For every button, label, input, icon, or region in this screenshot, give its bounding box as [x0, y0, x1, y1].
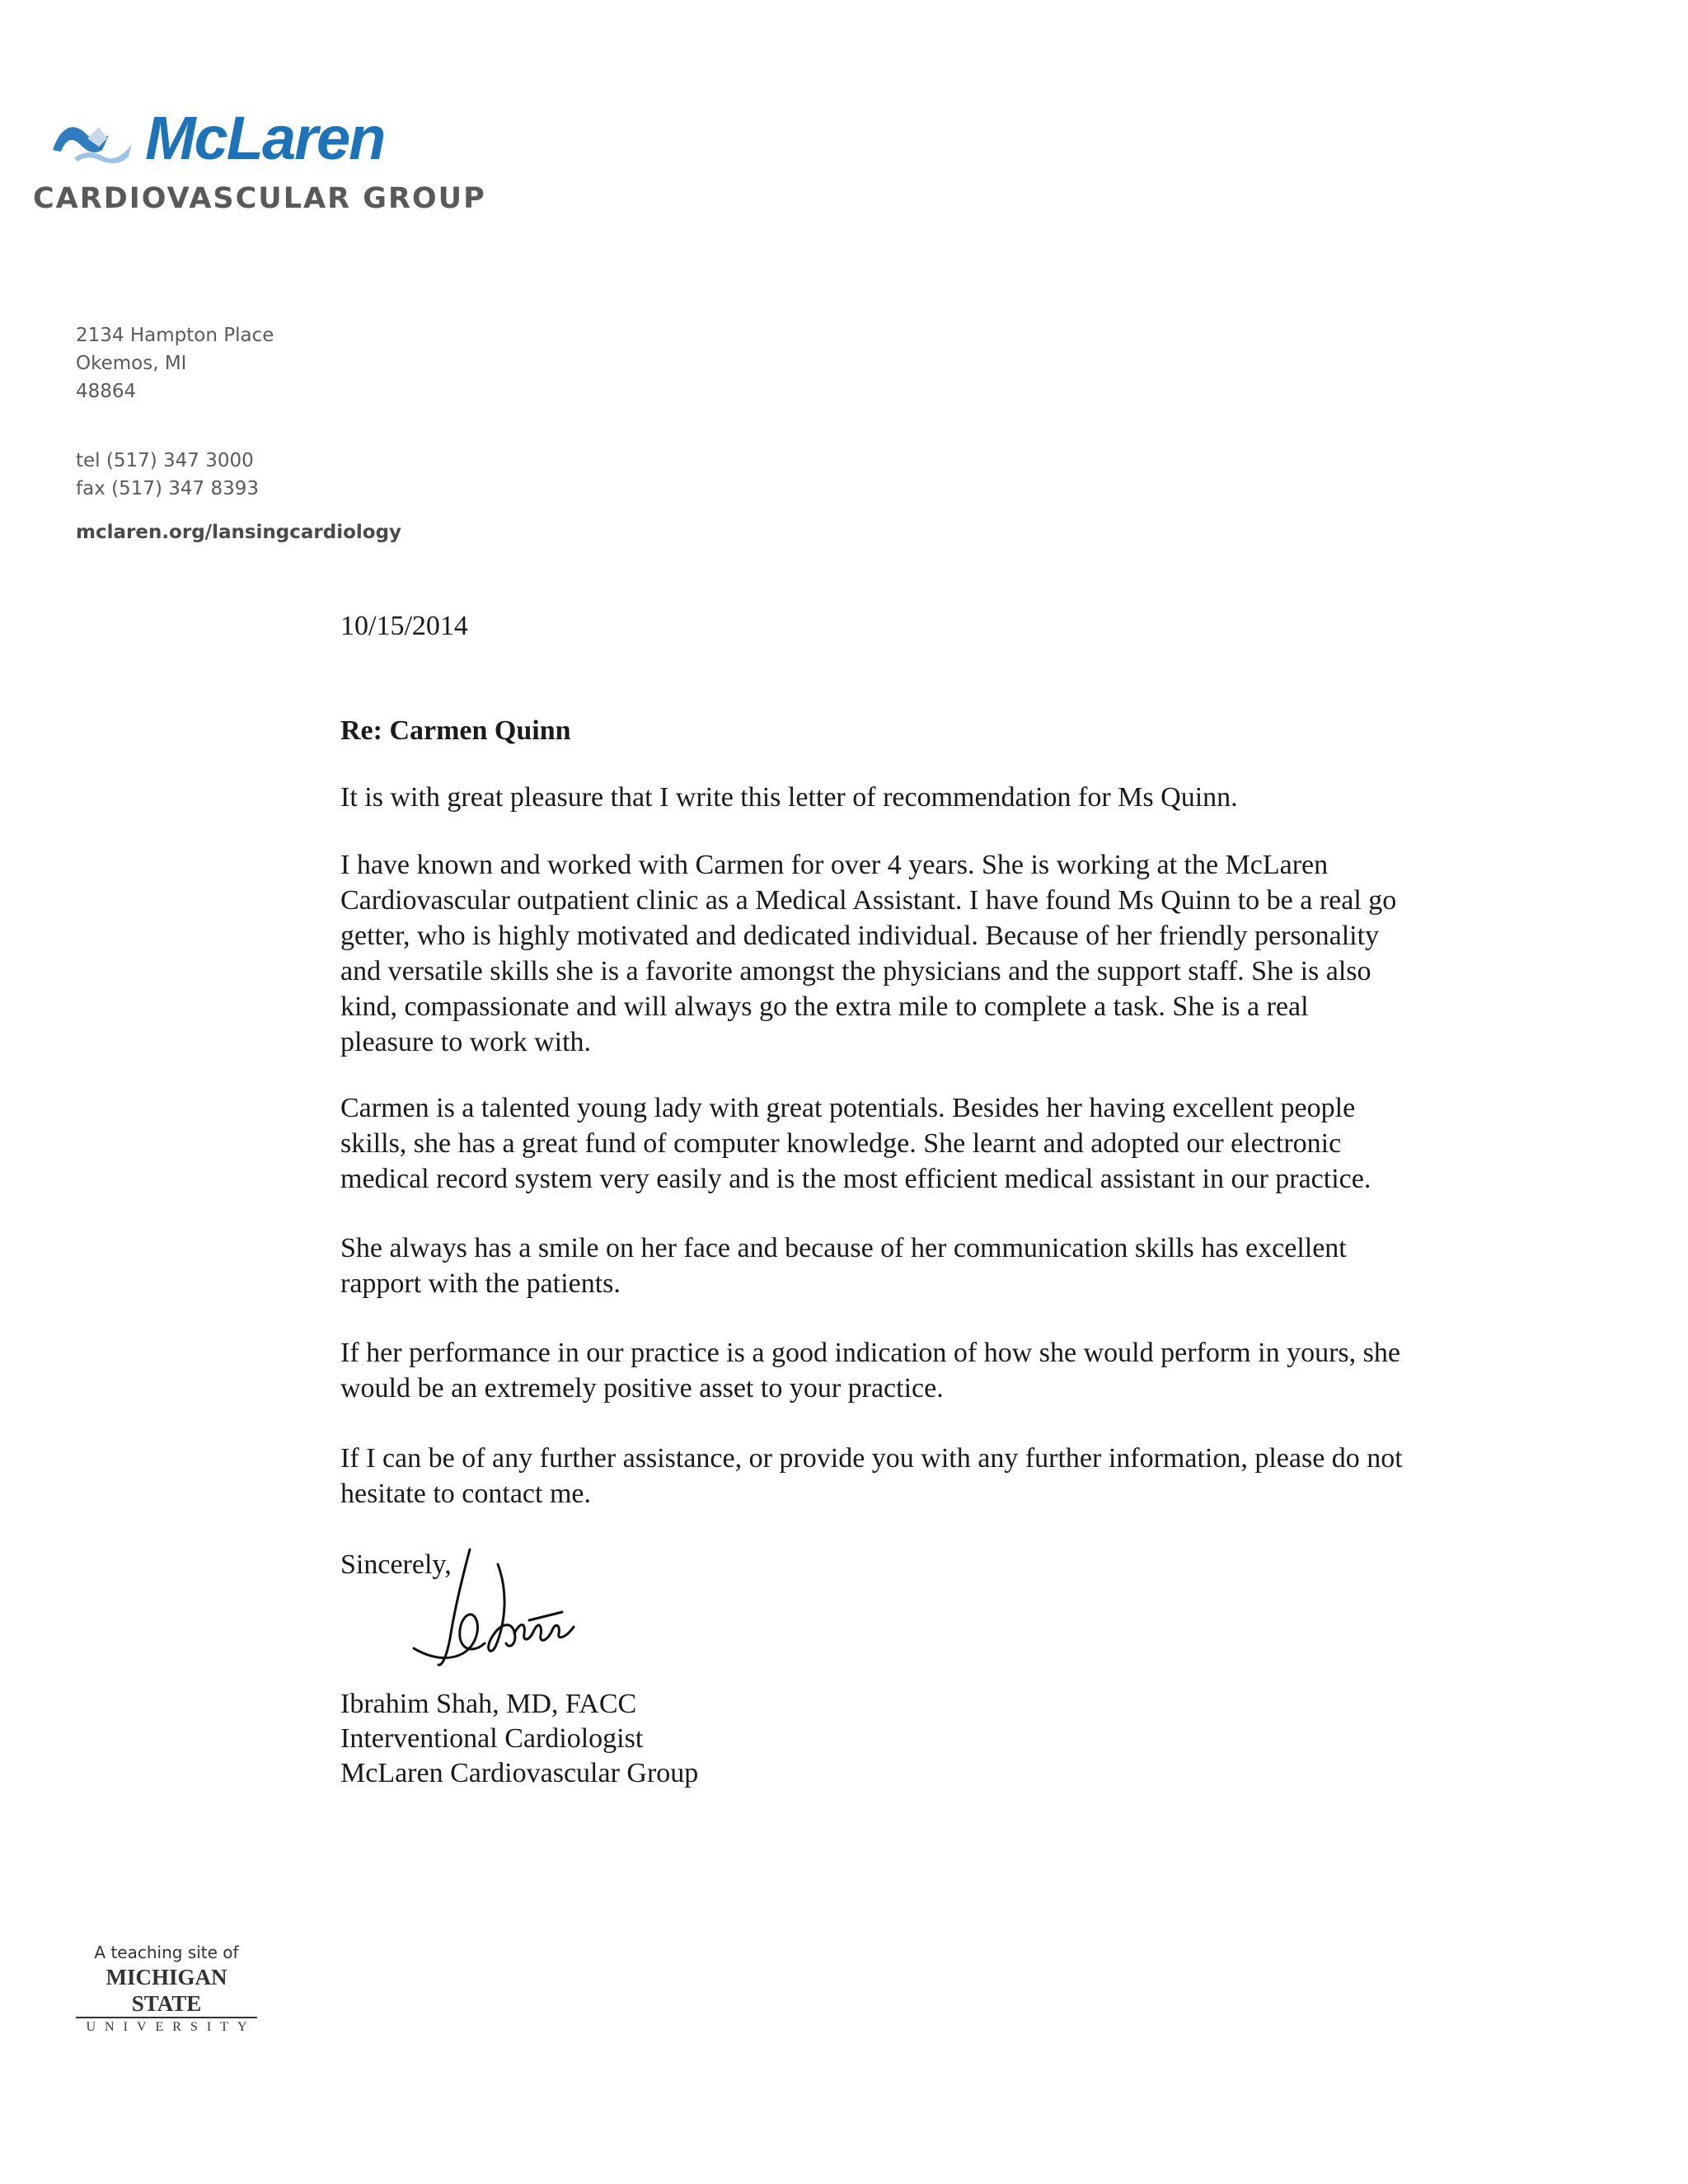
text-line: skills, she has a great fund of computer knowledge. She learnt and adopted our electronic	[340, 1128, 1342, 1159]
letter-date: 10/15/2014	[340, 611, 468, 641]
handwritten-signature	[406, 1541, 587, 1673]
website-link[interactable]: mclaren.org/lansingcardiology	[76, 522, 402, 543]
text-line: Cardiovascular outpatient clinic as a Medical Assistant. I have found Ms Quinn to be a real go	[340, 885, 1397, 916]
subject-line: Re: Carmen Quinn	[340, 715, 571, 746]
msu-affiliation	[76, 1941, 257, 2036]
text-line: kind, compassionate and will always go the extra mile to complete a task. She is a real	[340, 991, 1309, 1022]
text-line: hesitate to contact me.	[340, 1479, 591, 1509]
signer-title: Interventional Cardiologist	[340, 1723, 644, 1754]
text-line: pleasure to work with.	[340, 1027, 592, 1057]
text-line: It is with great pleasure that I write this letter of recommendation for Ms Quinn.	[340, 782, 1238, 813]
mclaren-swoosh-icon	[49, 114, 138, 163]
paragraph	[340, 1441, 1519, 1511]
paragraph	[340, 1090, 1519, 1197]
address-line: 48864	[76, 381, 137, 402]
group-name: CARDIOVASCULAR GROUP	[33, 182, 486, 215]
text-line: medical record system very easily and is the most efficient medical assistant in our practice.	[340, 1164, 1372, 1194]
signature-block	[340, 1687, 698, 1791]
mclaren-logo	[49, 105, 384, 171]
university-name: MICHIGAN STATE	[76, 1964, 257, 2018]
text-line: rapport with the patients.	[340, 1268, 621, 1299]
text-line: and versatile skills she is a favorite amongst the physicians and the support staff. She is also	[340, 956, 1372, 987]
text-line: Carmen is a talented young lady with great potentials. Besides her having excellent people	[340, 1093, 1356, 1123]
phone-number: tel (517) 347 3000	[76, 450, 254, 471]
address-line: Okemos, MI	[76, 353, 187, 374]
paragraph	[340, 847, 1519, 1060]
fax-number: fax (517) 347 8393	[76, 478, 260, 499]
text-line: If her performance in our practice is a good indication of how she would perform in yours, she	[340, 1338, 1400, 1368]
address-line: 2134 Hampton Place	[76, 325, 274, 346]
teaching-site-label: A teaching site of	[94, 1943, 239, 1962]
signer-name: Ibrahim Shah, MD, FACC	[340, 1689, 637, 1719]
paragraph	[340, 780, 1519, 815]
contact-sidebar	[76, 321, 401, 546]
university-label: UNIVERSITY	[86, 2020, 256, 2034]
paragraph	[340, 1230, 1519, 1301]
paragraph	[340, 1335, 1519, 1406]
text-line: I have known and worked with Carmen for over 4 years. She is working at the McLaren	[340, 850, 1329, 880]
text-line: If I can be of any further assistance, or provide you with any further information, please do not	[340, 1443, 1403, 1474]
text-line: would be an extremely positive asset to your practice.	[340, 1373, 944, 1404]
closing: Sincerely,	[340, 1549, 452, 1580]
text-line: She always has a smile on her face and because of her communication skills has excellent	[340, 1233, 1347, 1263]
brand-name: McLaren	[145, 104, 385, 172]
text-line: getter, who is highly motivated and dedicated individual. Because of her friendly personality	[340, 921, 1380, 951]
signer-organization: McLaren Cardiovascular Group	[340, 1758, 699, 1788]
